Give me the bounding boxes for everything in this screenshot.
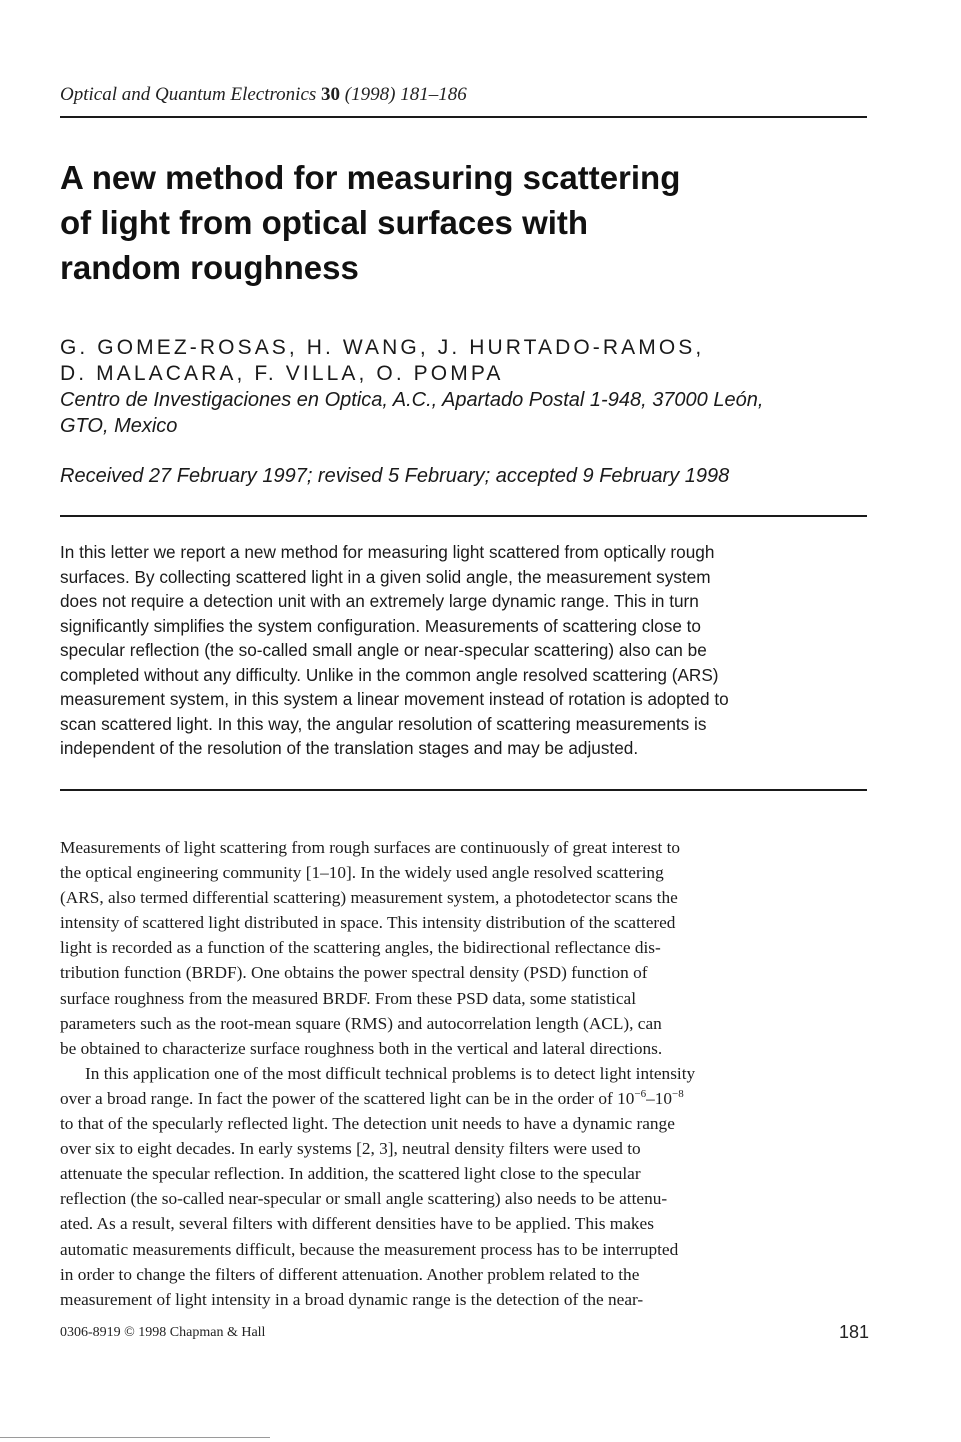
abstract-line: significantly simplifies the system configuration. Measurements of scattering close to bbox=[60, 615, 701, 636]
copyright-code: 0306-8919 © 1998 Chapman & Hall bbox=[60, 1325, 266, 1340]
body-line: ated. As a result, several filters with different densities have to be applied. This makes bbox=[60, 1214, 654, 1234]
body-text bbox=[60, 835, 872, 1312]
abstract-top-rule bbox=[60, 515, 867, 517]
body-line: surface roughness from the measured BRDF. From these PSD data, some statistical bbox=[60, 988, 636, 1008]
body-line: attenuate the specular reflection. In addition, the scattered light close to the specular bbox=[60, 1164, 641, 1184]
affiliation bbox=[60, 387, 880, 439]
abstract-line: scan scattered light. In this way, the angular resolution of scattering measurements is bbox=[60, 713, 707, 734]
body-line: be obtained to characterize surface roughness both in the vertical and lateral directions. bbox=[60, 1038, 663, 1058]
body-line-text: –10 bbox=[646, 1088, 672, 1108]
abstract-line: does not require a detection unit with an extremely large dynamic range. This in turn bbox=[60, 591, 699, 611]
body-line: the optical engineering community [1–10]. In the widely used angle resolved scattering bbox=[60, 863, 664, 883]
body-line: In this application one of the most difficult technical problems is to detect light intensity bbox=[85, 1063, 696, 1083]
title-line: A new method for measuring scattering bbox=[60, 159, 681, 196]
body-line: (ARS, also termed differential scattering) measurement system, a photodetector scans the bbox=[60, 888, 678, 908]
body-line: in order to change the filters of different attenuation. Another problem related to the bbox=[60, 1264, 640, 1284]
author-line: D. MALACARA, F. VILLA, O. POMPA bbox=[60, 362, 504, 385]
abstract-line: specular reflection (the so-called small angle or near-specular scattering) also can be bbox=[60, 640, 707, 660]
abstract-line: measurement system, in this system a linear movement instead of rotation is adopted to bbox=[60, 689, 729, 709]
title-line: random roughness bbox=[60, 249, 359, 286]
body-line: over six to eight decades. In early systems [2, 3], neutral density filters were used to bbox=[60, 1139, 641, 1159]
body-line: to that of the specularly reflected light. The detection unit needs to have a dynamic range bbox=[60, 1114, 675, 1134]
body-line: automatic measurements difficult, because the measurement process has to be interrupted bbox=[60, 1239, 679, 1259]
body-line-with-exponents bbox=[60, 1086, 872, 1111]
scan-edge-line bbox=[0, 1437, 270, 1438]
header-rule bbox=[60, 116, 867, 118]
page-number: 181 bbox=[838, 1322, 869, 1342]
affiliation-line: GTO, Mexico bbox=[60, 415, 178, 437]
abstract-line: surfaces. By collecting scattered light in a given solid angle, the measurement system bbox=[60, 566, 711, 587]
journal-name: Optical and Quantum Electronics bbox=[60, 84, 317, 105]
journal-year-pages: (1998) 181–186 bbox=[344, 84, 467, 105]
body-line: intensity of scattered light distributed in space. This intensity distribution of the scattered bbox=[60, 913, 676, 933]
body-line: light is recorded as a function of the scattering angles, the bidirectional reflectance dis- bbox=[60, 938, 661, 958]
exponent: −6 bbox=[634, 1087, 647, 1100]
abstract-line: In this letter we report a new method for measuring light scattered from optically rough bbox=[60, 542, 715, 562]
author-line: G. GOMEZ-ROSAS, H. WANG, J. HURTADO-RAMOS, bbox=[60, 336, 705, 359]
journal-volume: 30 bbox=[321, 84, 341, 105]
body-line: reflection (the so-called near-specular or small angle scattering) also needs to be attenu- bbox=[60, 1189, 668, 1209]
abstract bbox=[60, 540, 868, 761]
title-line: of light from optical surfaces with bbox=[60, 204, 589, 241]
received-dates: Received 27 February 1997; revised 5 February; accepted 9 February 1998 bbox=[60, 465, 730, 487]
body-line: parameters such as the root-mean square (RMS) and autocorrelation length (ACL), can bbox=[60, 1013, 662, 1033]
author-list bbox=[60, 335, 860, 387]
affiliation-line: Centro de Investigaciones en Optica, A.C., Apartado Postal 1-948, 37000 León, bbox=[60, 389, 764, 411]
abstract-line: independent of the resolution of the translation stages and may be adjusted. bbox=[60, 738, 639, 758]
paragraph-2 bbox=[60, 1061, 872, 1312]
body-line-text: over a broad range. In fact the power of the scattered light can be in the order of 10 bbox=[60, 1088, 635, 1108]
body-line: tribution function (BRDF). One obtains the power spectral density (PSD) function of bbox=[60, 963, 648, 983]
body-line: measurement of light intensity in a broad dynamic range is the detection of the near- bbox=[60, 1289, 644, 1309]
paragraph-1 bbox=[60, 835, 872, 1061]
article-title bbox=[60, 155, 860, 290]
exponent: −8 bbox=[672, 1087, 684, 1100]
body-line: Measurements of light scattering from rough surfaces are continuously of great interest to bbox=[60, 838, 681, 857]
journal-citation bbox=[60, 84, 467, 106]
abstract-bottom-rule bbox=[60, 789, 867, 791]
abstract-line: completed without any difficulty. Unlike in the common angle resolved scattering (ARS) bbox=[60, 664, 719, 685]
